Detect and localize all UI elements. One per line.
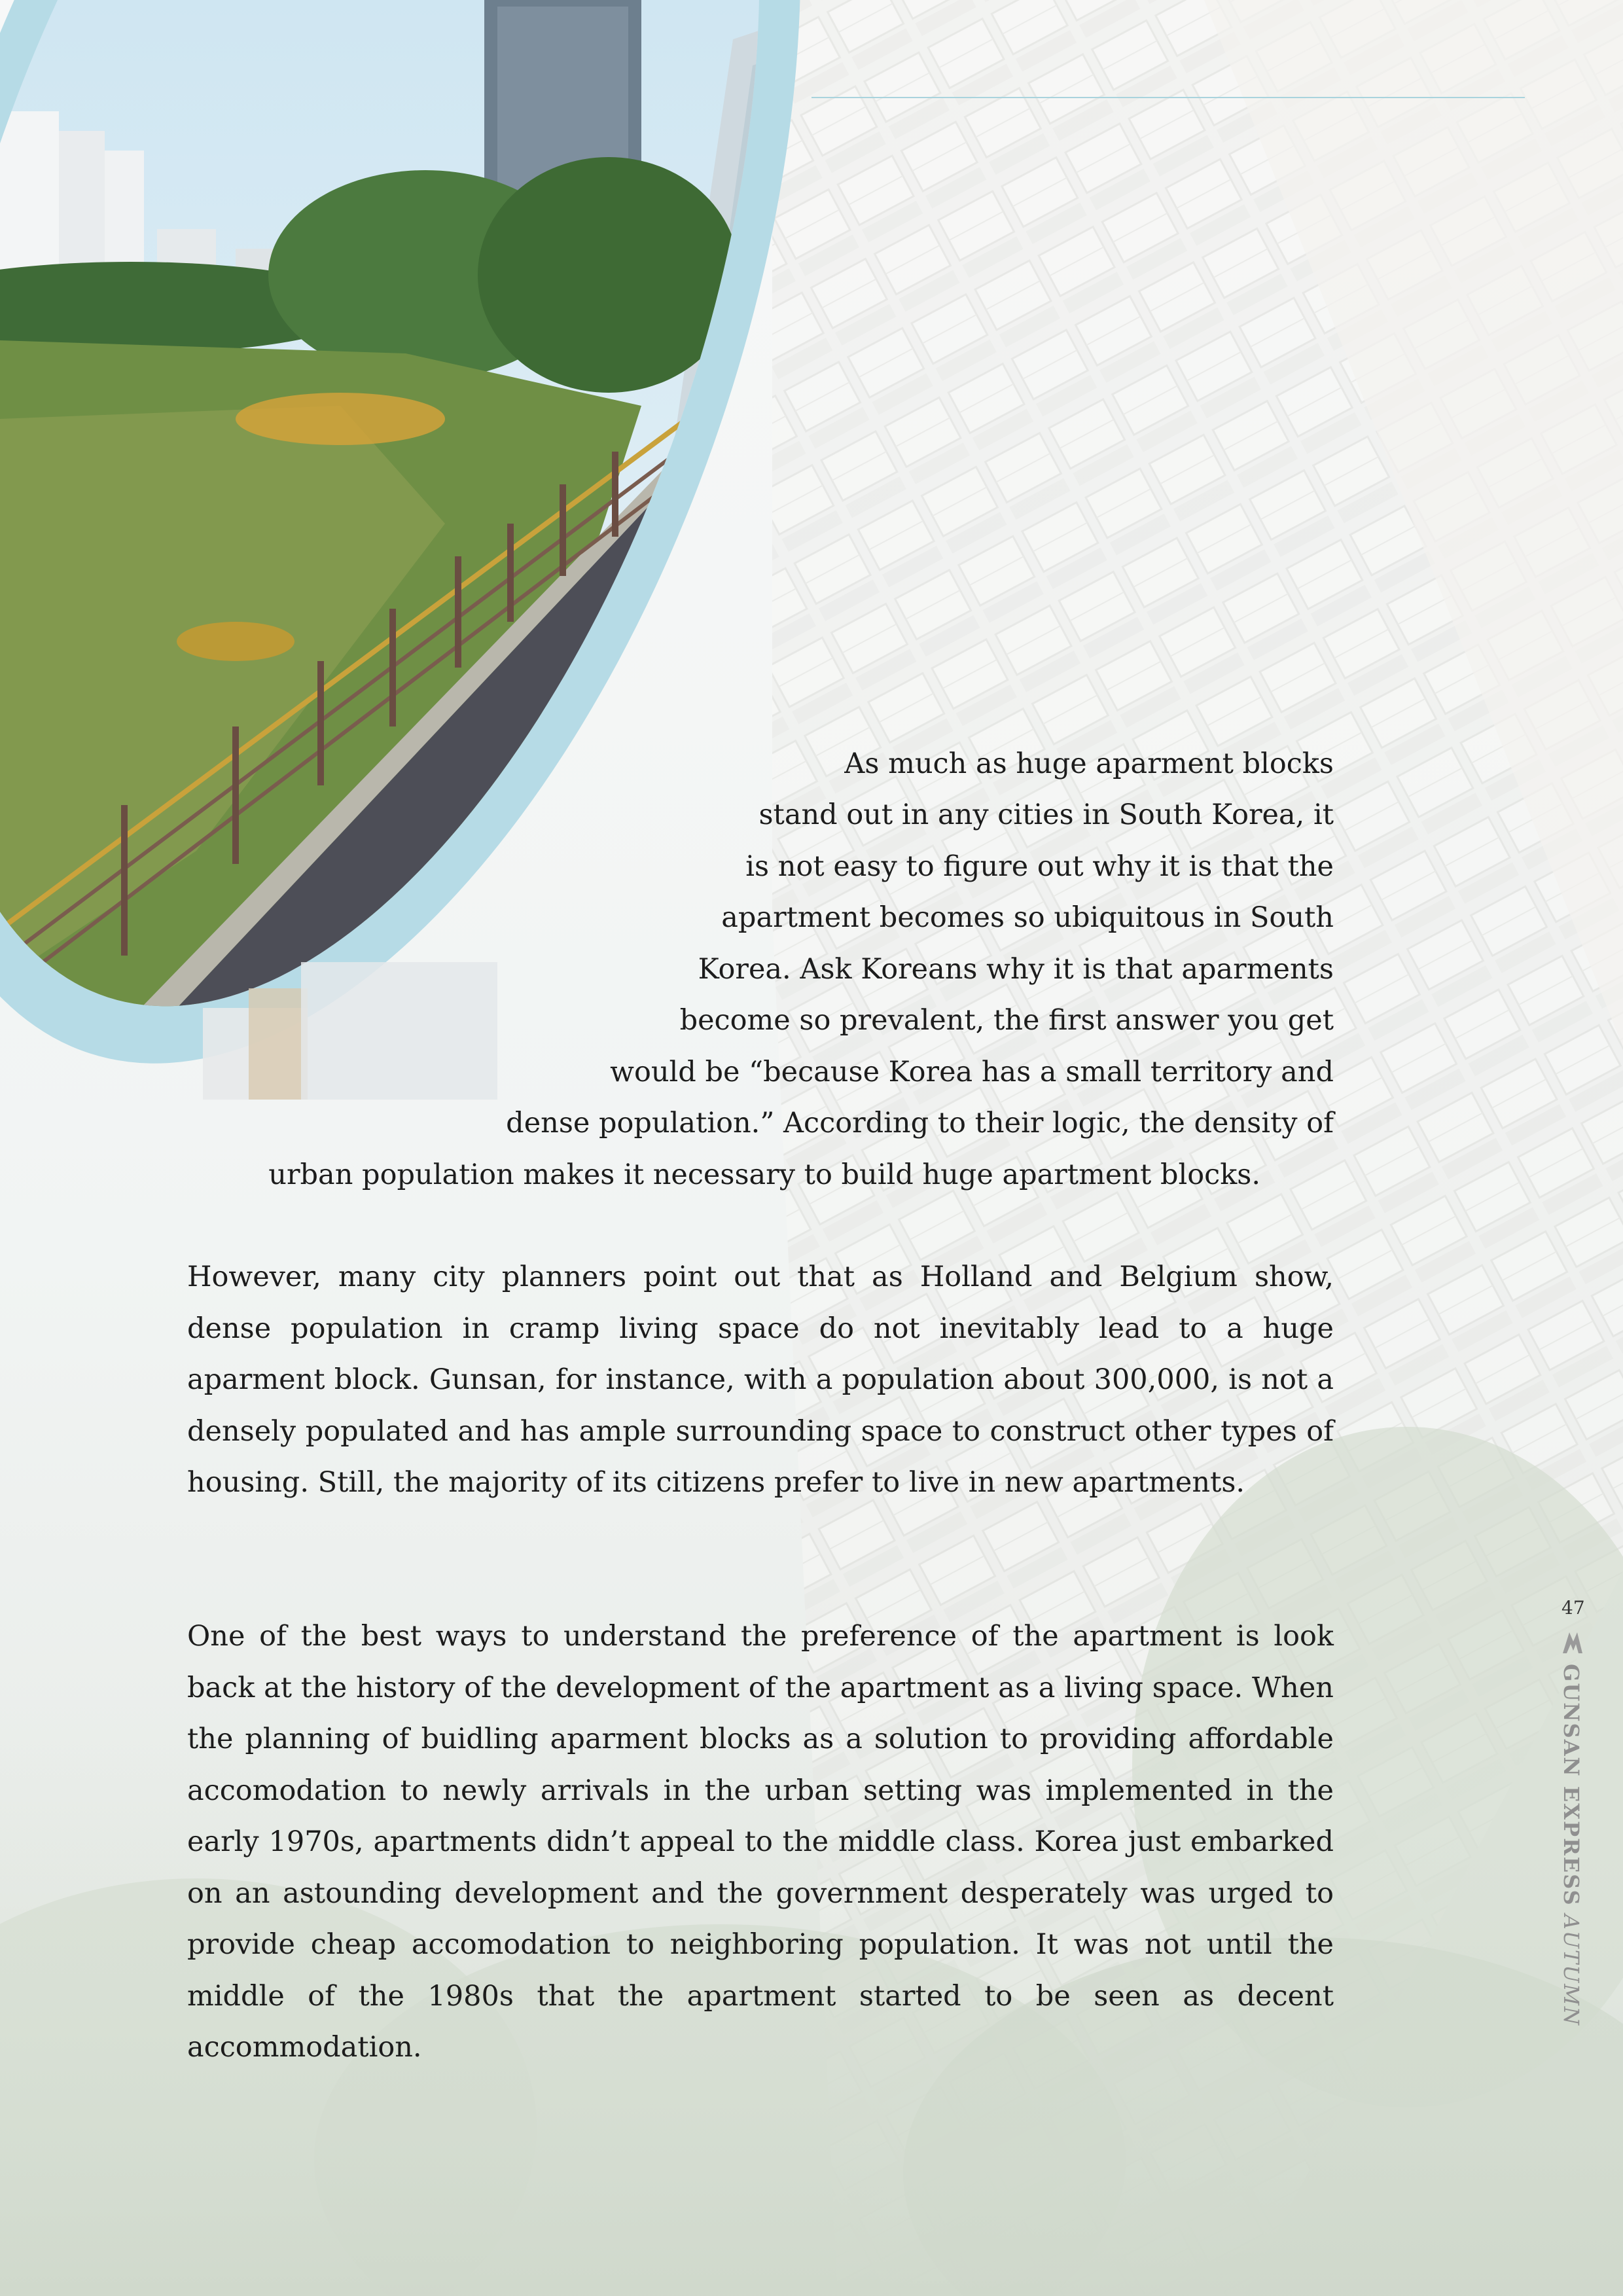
publication-name: GUNSAN EXPRESS (1559, 1664, 1584, 1907)
page-number: 47 (1561, 1597, 1585, 1619)
intro-line: urban population makes it necessary to build huge apartment blocks. (268, 1158, 1260, 1191)
intro-line: become so prevalent, the first answer you get (679, 1004, 1334, 1037)
intro-line: is not easy to figure out why it is that the (745, 850, 1334, 883)
intro-line: As much as huge aparment blocks (844, 747, 1334, 780)
paragraph-3 (187, 1611, 1334, 2073)
intro-line: stand out in any cities in South Korea, it (758, 798, 1334, 831)
paragraph-text: However, many city planners point out that as Holland and Belgium show, dense population in cramp living space do not inevitably lead to a huge aparment block. Gunsan, for instance, with a population about 300,000, is not a densely populated and has ample surrounding space to construct other types of housing. Still, the majority of its citizens prefer to live in new apartments. (187, 1261, 1334, 1499)
running-head (1558, 1630, 1586, 2026)
paragraph-text: One of the best ways to understand the preference of the apartment is look back at the history of the development of the apartment as a living space. When the planning of buidling aparment blocks as a solution to providing affordable accomodation to newly arrivals in the urban setting was implemented in the early 1970s, apartments didn’t appeal to the middle class. Korea just embarked on an astounding development and the government desperately was urged to provide cheap accomodation to neighboring population. It was not until the middle of the 1980s that the apartment started to be seen as decent accommodation. (187, 1620, 1334, 2064)
running-head-label (1559, 1664, 1584, 2026)
intro-line: Korea. Ask Koreans why it is that aparments (698, 953, 1334, 986)
intro-line: would be “because Korea has a small territory and (610, 1056, 1334, 1088)
season-label: AUTUMN (1559, 1914, 1584, 2026)
paragraph-2 (187, 1251, 1334, 1509)
intro-line: dense population.” According to their logic, the density of (506, 1107, 1334, 1139)
gunsan-express-logo-icon (1561, 1630, 1584, 1656)
intro-line: apartment becomes so ubiquitous in South (721, 901, 1334, 934)
